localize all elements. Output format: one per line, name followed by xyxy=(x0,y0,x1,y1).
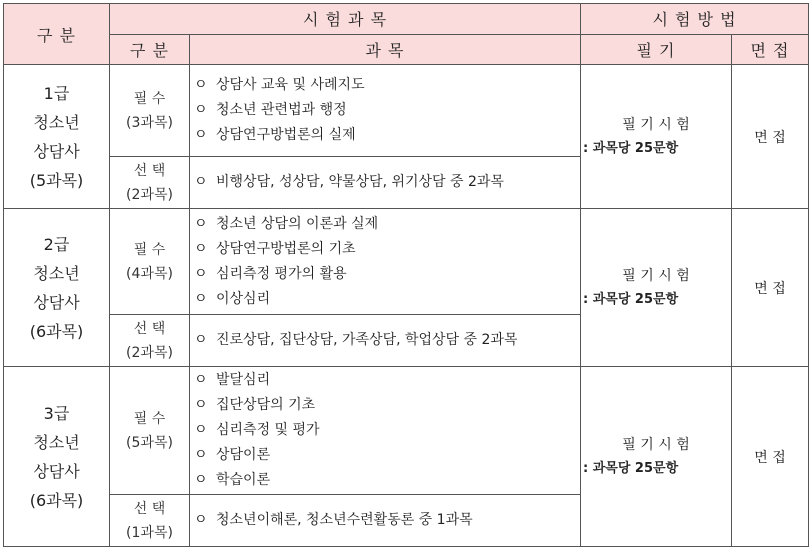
grade-1-line3: 상담사 xyxy=(33,141,80,161)
elective-label: 선 택 xyxy=(133,500,166,517)
grade-1-elective xyxy=(190,157,581,209)
grade-3-elective-kind xyxy=(110,495,190,547)
list-item xyxy=(194,287,580,312)
bullet-icon: ㅇ xyxy=(194,397,208,413)
grade-3-line2: 청소년 xyxy=(33,432,80,452)
grade-2-line3: 상담사 xyxy=(33,292,80,312)
required-count: (4과목) xyxy=(126,265,173,282)
grade-1-elective-kind xyxy=(110,157,190,209)
grade-3-name xyxy=(4,367,110,547)
written-exam-label: 필 기 시 험 xyxy=(622,116,690,133)
grade-2-required-list xyxy=(190,209,581,315)
required-label: 필 수 xyxy=(133,90,166,107)
grade-2-level: 2급 xyxy=(43,234,70,254)
grade-1-interview: 면 접 xyxy=(732,65,809,209)
grade-2-name xyxy=(4,209,110,367)
written-exam-detail: : 과목당 25문항 xyxy=(583,140,679,156)
header-interview: 면 접 xyxy=(732,34,809,65)
header-written: 필 기 xyxy=(581,34,732,65)
grade-2-count: (6과목) xyxy=(29,321,84,341)
list-item xyxy=(194,393,580,418)
subject-text: 학습이론 xyxy=(216,472,271,488)
grade-2-elective-kind xyxy=(110,315,190,367)
grade-1-level: 1급 xyxy=(43,83,70,103)
list-item xyxy=(194,443,580,468)
bullet-icon: ㅇ xyxy=(194,127,208,143)
header-subjects-group: 시 험 과 목 xyxy=(110,4,581,35)
bullet-icon: ㅇ xyxy=(194,174,208,190)
elective-count: (2과목) xyxy=(126,344,173,361)
list-item xyxy=(194,368,580,393)
grade-1-name xyxy=(4,65,110,209)
grade-2-elective xyxy=(190,315,581,367)
bullet-icon: ㅇ xyxy=(194,215,208,232)
subject-text: 상담연구방법론의 기초 xyxy=(216,240,356,257)
bullet-icon: ㅇ xyxy=(194,265,208,282)
list-item xyxy=(194,328,580,353)
written-exam-label: 필 기 시 험 xyxy=(622,267,690,284)
grade-3-required-kind xyxy=(110,367,190,495)
grade-2-required-kind xyxy=(110,209,190,315)
grade-3-line3: 상담사 xyxy=(33,461,80,481)
subject-text: 심리측정 및 평가 xyxy=(216,422,320,438)
bullet-icon: ㅇ xyxy=(194,512,208,528)
bullet-icon: ㅇ xyxy=(194,102,208,118)
grade-3-elective xyxy=(190,495,581,547)
subject-text: 비행상담, 성상담, 약물상담, 위기상담 중 2과목 xyxy=(216,174,504,190)
header-method-group: 시 험 방 법 xyxy=(581,4,809,35)
required-count: (3과목) xyxy=(126,114,173,131)
elective-count: (2과목) xyxy=(126,186,173,203)
elective-label: 선 택 xyxy=(133,162,166,179)
bullet-icon: ㅇ xyxy=(194,77,208,93)
grade-1-written xyxy=(581,65,732,209)
list-item xyxy=(194,73,580,98)
required-label: 필 수 xyxy=(133,410,166,427)
grade-1-required-list xyxy=(190,65,581,157)
written-exam-detail: : 과목당 25문항 xyxy=(583,291,679,307)
subject-text: 청소년 상담의 이론과 실제 xyxy=(216,215,379,232)
bullet-icon: ㅇ xyxy=(194,290,208,307)
grade-1-required-kind xyxy=(110,65,190,157)
subject-text: 상담사 교육 및 사례지도 xyxy=(216,77,365,93)
list-item xyxy=(194,98,580,123)
grade-1-line2: 청소년 xyxy=(33,112,80,132)
grade-3-count: (6과목) xyxy=(29,490,84,510)
subject-text: 집단상담의 기초 xyxy=(216,397,316,413)
grade-3-written xyxy=(581,367,732,547)
subject-text: 발달심리 xyxy=(216,372,271,388)
subject-text: 청소년 관련법과 행정 xyxy=(216,102,347,118)
grade-3-interview: 면 접 xyxy=(732,367,809,547)
elective-count: (1과목) xyxy=(126,524,173,541)
grade-2-interview: 면 접 xyxy=(732,209,809,367)
list-item xyxy=(194,508,580,533)
elective-label: 선 택 xyxy=(133,320,166,337)
required-label: 필 수 xyxy=(133,241,166,258)
bullet-icon: ㅇ xyxy=(194,332,208,348)
written-exam-detail: : 과목당 25문항 xyxy=(583,460,679,476)
list-item xyxy=(194,468,580,493)
list-item xyxy=(194,170,580,195)
list-item xyxy=(194,262,580,287)
grade-1-count: (5과목) xyxy=(29,170,84,190)
bullet-icon: ㅇ xyxy=(194,447,208,463)
required-count: (5과목) xyxy=(126,434,173,451)
grade-2-written xyxy=(581,209,732,367)
subject-text: 진로상담, 집단상담, 가족상담, 학업상담 중 2과목 xyxy=(216,332,518,348)
grade-3-level: 3급 xyxy=(43,403,70,423)
written-exam-label: 필 기 시 험 xyxy=(622,436,690,453)
subject-text: 상담연구방법론의 실제 xyxy=(216,127,356,143)
list-item xyxy=(194,237,580,262)
header-category: 구 분 xyxy=(4,4,110,65)
list-item xyxy=(194,212,580,237)
header-sub-category: 구 분 xyxy=(110,34,190,65)
bullet-icon: ㅇ xyxy=(194,240,208,257)
bullet-icon: ㅇ xyxy=(194,422,208,438)
bullet-icon: ㅇ xyxy=(194,372,208,388)
grade-2-line2: 청소년 xyxy=(33,263,80,283)
subject-text: 이상심리 xyxy=(216,290,271,307)
grade-3-required-list xyxy=(190,367,581,495)
subject-text: 상담이론 xyxy=(216,447,271,463)
list-item xyxy=(194,123,580,148)
list-item xyxy=(194,418,580,443)
bullet-icon: ㅇ xyxy=(194,472,208,488)
header-subjects: 과 목 xyxy=(190,34,581,65)
subject-text: 심리측정 평가의 활용 xyxy=(216,265,347,282)
subject-text: 청소년이해론, 청소년수련활동론 중 1과목 xyxy=(216,512,473,528)
exam-subjects-table xyxy=(3,3,809,547)
